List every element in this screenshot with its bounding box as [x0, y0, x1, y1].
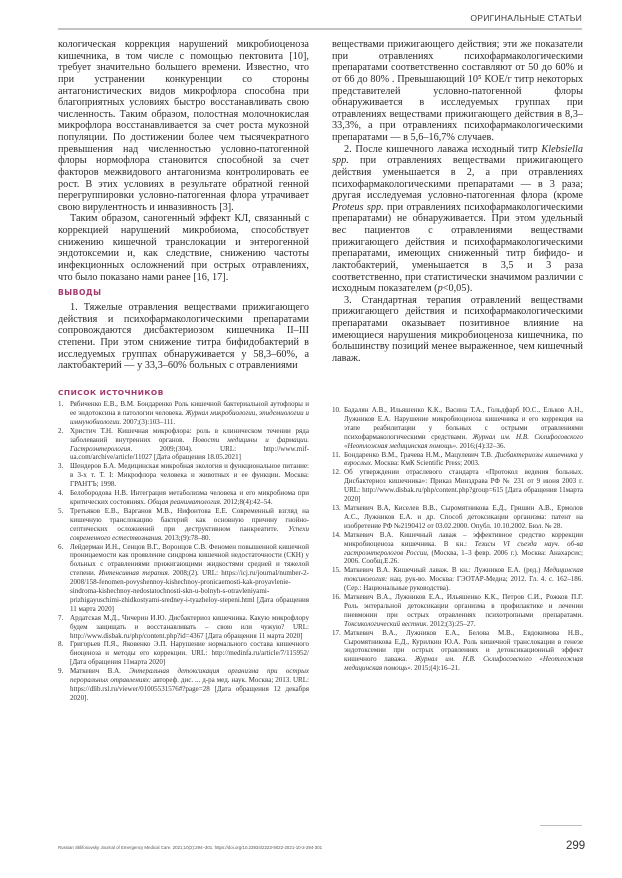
reference-number: 16. [332, 593, 341, 602]
reference-number: 2. [58, 426, 64, 435]
reference-text [70, 614, 309, 641]
reference-number: 15. [332, 566, 341, 575]
text-run: Бадалян А.В., Ильяшенко К.К., Васина Т.А., Гольдфарб Ю.С., Ельков А.Н., Лужников Е.А. Нарушение микробиоценоза кишечника и его коррекция на этапе реабилитации у больных с острыми отравлениями психофармакологическими средствами. [344, 406, 583, 441]
reference-number: 3. [58, 462, 64, 471]
italic-text: Интенсивная терапия. [98, 569, 170, 578]
body-paragraphs [58, 39, 309, 283]
reference-item [58, 543, 309, 614]
text-run: Лейдерман И.Н., Сенцов В.Г., Воронцов С.В. Феномен повышенной кишечной проницаемости как проявление синдрома кишечной недостаточности (СКН) у больных с отравлениями прижигающими жидкостями средней и тяжелой степени. [70, 542, 309, 578]
text-run: 2013;(9):78–80. [162, 533, 211, 542]
text-run: Христич Т.Н. Кишечная микрофлора: роль в клиническом течении ряда заболеваний внутренних органов. [70, 426, 309, 444]
reference-number: 14. [332, 530, 341, 539]
text-run: Маткевич В.А. Кишечный лаваж – эффективное средство коррекции микробиоценоза кишечника. В кн.: [344, 530, 583, 548]
reference-item [58, 507, 309, 543]
reference-item [58, 427, 309, 463]
text-run: Маткевич В.А., Лужников Е.А., Белова М.В., Евдокимова Н.В., Сыромятникова Е.Д., Курилкин Ю.А. Роль кишечной транслокации в генезе эндотоксемии при острых отравлениях и детоксикационный эффект кишечного лаважа. [344, 628, 583, 664]
text-run: Маткевич В.А. [70, 667, 130, 676]
paragraph [332, 39, 583, 144]
text-run: веществами прижигающего действия; эти же показатели при отравлениях психофармакологическими препаратами соответственно составляют от 50 до 60% и от 66 до 80% . Превышающий 10⁵ КОЕ/г титр некоторых представителей условно-патогенной флоры обнаруживается в исследуемых группах при отравлениях веществами прижигающего действия в 8,3–33,3%, а при отравлениях психофармакологическими препаратами — в 5,6–16,7% случаев. [332, 39, 583, 143]
reference-item [332, 406, 583, 451]
body-paragraphs [332, 39, 583, 365]
reference-text [344, 629, 583, 674]
reference-text [70, 507, 309, 543]
text-run: Григорьев П.Я., Яковенко Э.П. Нарушение нормального состава кишечного биоценоза и методы его коррекции. URL: http://medinfa.ru/article/7/115952/ [Дата обращения 11марта 2020] [70, 640, 309, 667]
paragraph [58, 213, 309, 283]
text-run: Третьяков Е.В., Варганов М.В., Нифонтова Е.Е. Современный взгляд на кишечную транслокацию бактерий как основную причину гнойно-септических осложнений при деструктивном панкреатите. [70, 506, 309, 533]
text-run: 2012;8(4):42–54. [221, 497, 273, 506]
reference-text [344, 531, 583, 567]
text-run: 2012;(3):25–27. [428, 619, 476, 628]
text-run: 2007;(3):103–111. [121, 417, 176, 426]
italic-text: Proteus spp. [332, 201, 384, 213]
text-run: 2016;(4):32–36. [457, 441, 506, 450]
italic-text: p [437, 283, 443, 295]
conclusions-list [58, 302, 309, 372]
reference-item [332, 593, 583, 629]
italic-text: Тезисы VI съезда науч. об-ва гастроэнтерологов России, [344, 539, 584, 557]
text-run: 1. Тяжелые отравления веществами прижигающего действия и психофармакологическими препаратами сопровождаются дисбактериозом кишечника II–III степени. При этом снижение титра бифидобактерий в исследуемых группах обнаруживается у 58,3–60%, а лактобактерий — у 33,3–60% больных с отравлениями [58, 302, 309, 372]
text-run: при отравлениях психофармакологическими препаратами) не обнаруживается. При этом удельный вес пациентов с отравлениями веществами прижигающего действия и психофармакологическими препаратами, имеющих сниженный титр бифидо- и лактобактерий, уменьшается в 3,5 и 3 раза соответственно, при статистически значимом различии с исходным показателем ( [332, 201, 583, 295]
text-run: 3. Стандартная терапия отравлений веществами прижигающего действия и психофармакологическими препаратами оказывает позитивное влияние на имеющиеся нарушения микробиоценоза кишечника, по большинству позиций менее выраженное, чем кишечный лаваж. [332, 294, 583, 364]
reference-item [332, 468, 583, 504]
italic-text: Общая реаниматология. [147, 497, 222, 506]
italic-text: Klebsiella spp. [332, 143, 583, 167]
italic-text: Энтеральная детоксикация организма при острых пероральных отравлениях: [70, 667, 309, 685]
text-run: нац. рук-во. Москва: ГЭОТАР-Медиа; 2012. Гл. 4. с. 162–186. (Сер.: Национальные руководства). [344, 575, 583, 593]
italic-text: Журнал микробиологии, эпидемиологии и иммунобиологии. [70, 408, 310, 426]
footer-citation: Russian Sklifosovsky Journal of Emergency Medical Care. 2021;10(2):294–301. https://doi.org/10.23934/2223-9022-2021-10-2-294-301 [58, 845, 323, 850]
text-run: Маткевич В.А, Киселев В.В., Сыромятникова Е.Д., Гришин А.В., Ермолов А.С., Лужников Е.А. и др. Способ детоксикации организма: патент на изобретение РФ №2190412 от 03.02.2000. Опубл. 10.10.2002. Бюл. № 28. [344, 503, 583, 530]
reference-text [344, 451, 583, 469]
reference-text [344, 593, 583, 629]
reference-item [58, 640, 309, 667]
reference-text [70, 489, 309, 507]
text-run: 2015;(4):16–21. [412, 664, 460, 673]
reference-number: 4. [58, 489, 64, 498]
header-divider [58, 28, 582, 30]
reference-number: 13. [332, 503, 341, 512]
conclusions-heading: ВЫВОДЫ [58, 288, 102, 298]
reference-text [70, 543, 309, 614]
reference-text [70, 640, 309, 667]
paragraph [58, 302, 309, 372]
text-run: Бондаренко В.М., Грачева Н.М., Мацулевич Т.В. [344, 450, 496, 459]
page-number: 299 [566, 840, 586, 852]
text-run: при отравлениях веществами прижигающего действия уменьшается в 2, а при отравлениях психофармакологическими препаратами — в 3 раза; другая исследуемая условно-патогенная флора (кроме [332, 155, 583, 202]
text-run: Маткевич В.А., Лужников Е.А., Ильяшенко К.К., Петров С.И., Рожков П.Г. Роль энтеральной детоксикации организма в профилактике и лечении пневмонии при острых отравлениях психотропными препаратами. [344, 593, 583, 619]
text-run: Маткевич В.А. Кишечный лаваж. В кн.: Лужников Е.А. (ред.) [344, 566, 544, 575]
references-list-left [58, 400, 309, 703]
reference-item [58, 462, 309, 489]
reference-number: 5. [58, 506, 64, 515]
reference-item [332, 629, 583, 674]
text-run: Шендеров Б.А. Медицинская микробная экология и функциональное питание: в 3-х т. Т. I: Микрофлора человека и животных и ее функции. Москва: ГРАНТЪ; 1998. [70, 462, 309, 489]
reference-number: 6. [58, 542, 64, 551]
italic-text: Новости медицины и фармации. Гастроэнтерология [70, 435, 309, 453]
italic-text: Токсикологический вестник. [344, 619, 429, 628]
paragraph [332, 144, 583, 295]
italic-text: Успехи современного естествознания. [70, 524, 309, 542]
footer-divider [540, 825, 582, 826]
italic-text: Журнал им. Н.В. Склифосовского «Неотложная медицинская помощь». [344, 432, 583, 450]
text-run: автореф. дис. ... д-ра мед. наук. Москва; 2013. URL: https://dlib.rsl.ru/viewer/01005531576#?page=28 [Дата обращения 12 декабря 2020]. [70, 676, 310, 702]
reference-item [332, 566, 583, 593]
references-heading: СПИСОК ИСТОЧНИКОВ [58, 388, 164, 397]
references-list-right [332, 406, 583, 673]
paragraph [332, 295, 583, 365]
reference-text [344, 406, 583, 451]
text-run: Москва: КмК Scientific Press; 2003. [372, 459, 480, 468]
italic-text: Журнал им. Н.В. Склифосовского «Неотложная медицинская помощь». [344, 655, 583, 673]
reference-number: 10. [332, 406, 341, 414]
reference-text [70, 427, 309, 463]
reference-text [344, 504, 583, 531]
reference-number: 12. [332, 468, 341, 477]
reference-item [332, 531, 583, 567]
text-run: 2008;(2). URL: https://icj.ru/journal/number-2-2008/158-fenomen-povyshennoy-kishechnoy-pronicaemosti-kak-proyavlenie-sindroma-kishechnoy-nedostatochnosti-skn-u-bolnyh-s-otravleniyami-prizhigayuschimi-zhidkostyami-sredney-i-tyazheloy-stepeni.html [Дата обращения 11 марта 2020] [70, 569, 309, 613]
text-run: 2. После кишечного лаважа исходный титр [344, 143, 542, 155]
italic-text: Медицинская токсикология: [344, 566, 583, 584]
reference-number: 9. [58, 667, 64, 676]
reference-text [70, 462, 309, 489]
reference-number: 11. [332, 450, 341, 459]
reference-number: 17. [332, 628, 341, 637]
text-run: (Москва, 1–3 февр. 2006 г.). Москва: Анахарсис; 2006. Сообщ.Е.26. [344, 548, 583, 566]
reference-item [58, 614, 309, 641]
reference-number: 7. [58, 613, 64, 622]
reference-number: 1. [58, 400, 64, 408]
text-run: . 2009;(304). URL: http://www.mif-ua.com/archive/article/11027 [Дата обращения 18.05.2021] [70, 444, 309, 462]
left-column [58, 39, 309, 372]
reference-item [332, 504, 583, 531]
section-title: ОРИГИНАЛЬНЫЕ СТАТЬИ [470, 13, 582, 23]
paragraph [58, 39, 309, 213]
reference-text [344, 468, 583, 504]
reference-text [70, 667, 309, 703]
text-run: <0,05). [442, 283, 473, 295]
reference-item [332, 451, 583, 469]
reference-text [70, 400, 309, 427]
reference-item [58, 400, 309, 427]
reference-item [58, 667, 309, 703]
italic-text: Дисбактериозы кишечника у взрослых. [344, 450, 583, 468]
reference-number: 8. [58, 640, 64, 649]
reference-item [58, 489, 309, 507]
text-run: Белобородова Н.В. Интеграция метаболизма человека и его микробиома при критических состояниях. [70, 489, 309, 506]
text-run: Рябиченко Е.В., В.М. Бондаренко Роль кишечной бактериальной аутофлоры и ее эндотоксина в патологии человека. [70, 400, 309, 417]
reference-text [344, 566, 583, 593]
text-run: Таким образом, саногенный эффект КЛ, связанный с коррекцией нарушений микробиома, способствует снижению кишечной транслокации и энтерогенной эндотоксемии и, как следствие, снижению частоты инфекционных осложнений при острых отравлениях, что было показано нами ранее [16, 17]. [58, 213, 309, 283]
right-column [332, 39, 583, 365]
text-run: кологическая коррекция нарушений микробиоценоза кишечника, в том числе с помощью пектовита [10], требует значительно большего времени. Известно, что при устранении конкуренции со стороны антагонистических видов микрофлора способна при благоприятных условиях быстро восстанавливать свою численность. Таким образом, полостная молочнокислая микрофлора восстанавливается за счет роста мукозной популяции. По достижении более чем тысячекратного превышения над численностью условно-патогенной флоры нормофлора становится способной за счет факторов межвидового антагонизма контролировать ее рост. В этих условиях в результате обратной генной перегруппировки условно-патогенная флора утрачивает свою вирулентность и инвазивность [3]. [58, 39, 309, 213]
text-run: Об утверждении отраслевого стандарта «Протокол ведения больных. Дисбактериоз кишечника»: Приказ Минздрава РФ № 231 от 9 июня 2003 г. URL: http://www.disbak.ru/php/content.php?group=615 [Дата обращения 11марта 2020] [344, 468, 583, 504]
text-run: Ардатская М.Д., Чичерин И.Ю. Дисбактериоз кишечника. Какую микрофлору будем защищать и восстанавливать – свою или чужую? URL: http://www.disbak.ru/php/content.php?id=4367 [Дата обращения 11 марта 2020] [70, 613, 309, 640]
